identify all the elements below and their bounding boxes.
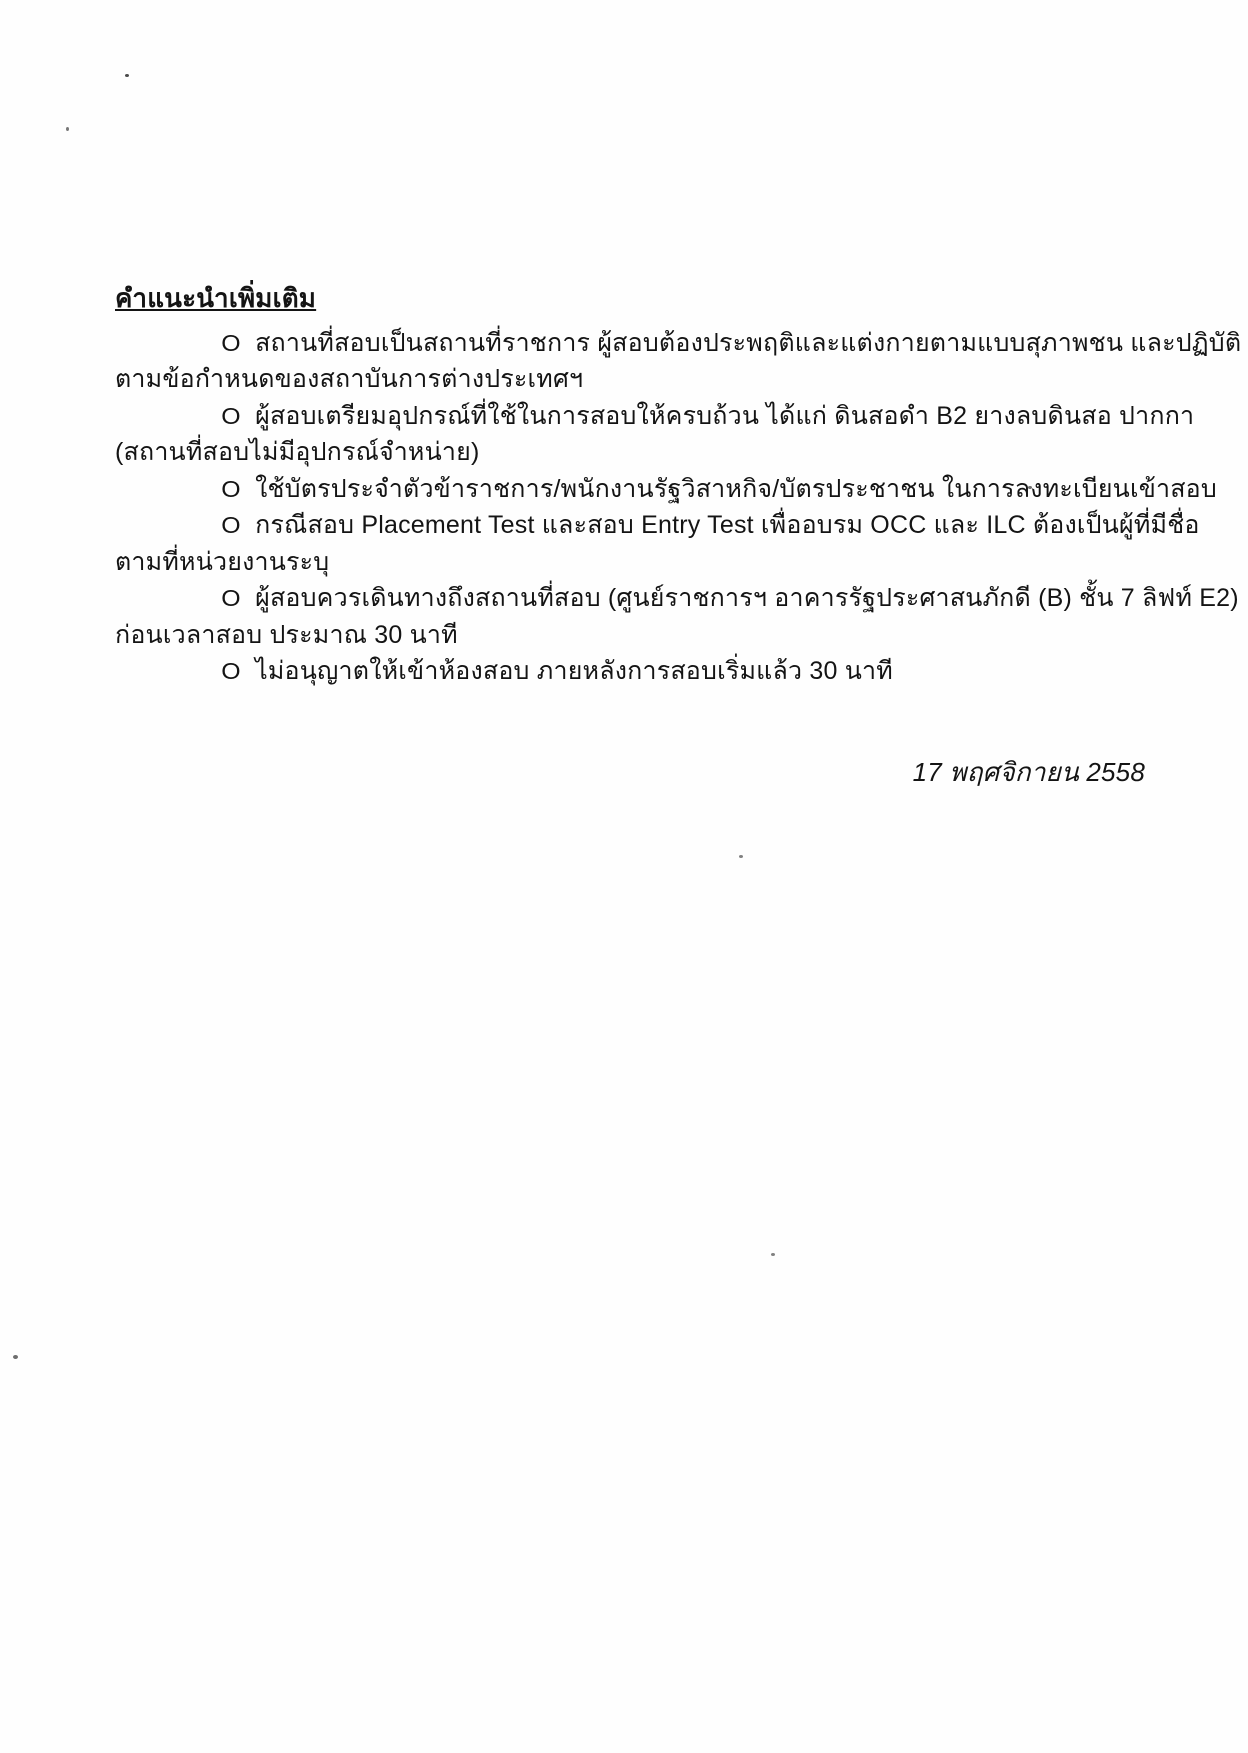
bullet-marker: O: [221, 475, 241, 502]
bullet-item: [115, 471, 1217, 508]
bullet-text: สถานที่สอบเป็นสถานที่ราชการ ผู้สอบต้องประพฤติและแต่งกายตามแบบสุภาพชน และปฏิบัติ: [255, 328, 1242, 357]
bullet-text: ไม่อนุญาตให้เข้าห้องสอบ ภายหลังการสอบเริ่มแล้ว 30 นาที: [255, 657, 893, 685]
bullet-text: ใช้บัตรประจำตัวข้าราชการ/พนักงานรัฐวิสาหกิจ/บัตรประชาชน ในการลงทะเบียนเข้าสอบ: [255, 474, 1217, 503]
continuation-line: ตามข้อกำหนดของสถาบันการต่างประเทศฯ: [115, 365, 584, 393]
bullet-item: [115, 580, 1239, 617]
bullet-marker: O: [221, 585, 241, 611]
bullet-marker: O: [221, 658, 241, 684]
continuation-line: (สถานที่สอบไม่มีอุปกรณ์จำหน่าย): [115, 438, 480, 466]
document-body: [115, 280, 1242, 790]
scan-artifact: [771, 1253, 775, 1256]
scan-artifact: [125, 74, 129, 77]
bullet-marker: O: [221, 402, 241, 429]
bullet-item: [115, 653, 1147, 690]
bullet-item: [115, 398, 1195, 435]
bullet-item: [115, 507, 1200, 544]
bullet-text: ผู้สอบควรเดินทางถึงสถานที่สอบ (ศูนย์ราชการฯ อาคารรัฐประศาสนภักดี (B) ชั้น 7 ลิฟท์ E2): [255, 584, 1239, 612]
scan-artifact: [739, 855, 743, 858]
bullet-item: [115, 325, 1242, 362]
scan-artifact: [13, 1355, 18, 1359]
section-heading: คำแนะนำเพิ่มเติม: [115, 283, 317, 313]
continuation-line: ตามที่หน่วยงานระบุ: [115, 547, 330, 576]
bullet-text: ผู้สอบเตรียมอุปกรณ์ที่ใช้ในการสอบให้ครบถ้วน ได้แก่ ดินสอดำ B2 ยางลบดินสอ ปากกา: [255, 401, 1195, 430]
bullet-marker: O: [221, 329, 241, 356]
bullet-marker: O: [221, 512, 241, 538]
bullet-text: กรณีสอบ Placement Test และสอบ Entry Test เพื่ออบรม OCC และ ILC ต้องเป็นผู้ที่มีชื่อ: [255, 511, 1200, 539]
continuation-line: ก่อนเวลาสอบ ประมาณ 30 นาที: [115, 620, 458, 649]
document-date: 17 พฤศจิกายน 2558: [912, 756, 1145, 787]
scan-artifact: [66, 127, 69, 131]
